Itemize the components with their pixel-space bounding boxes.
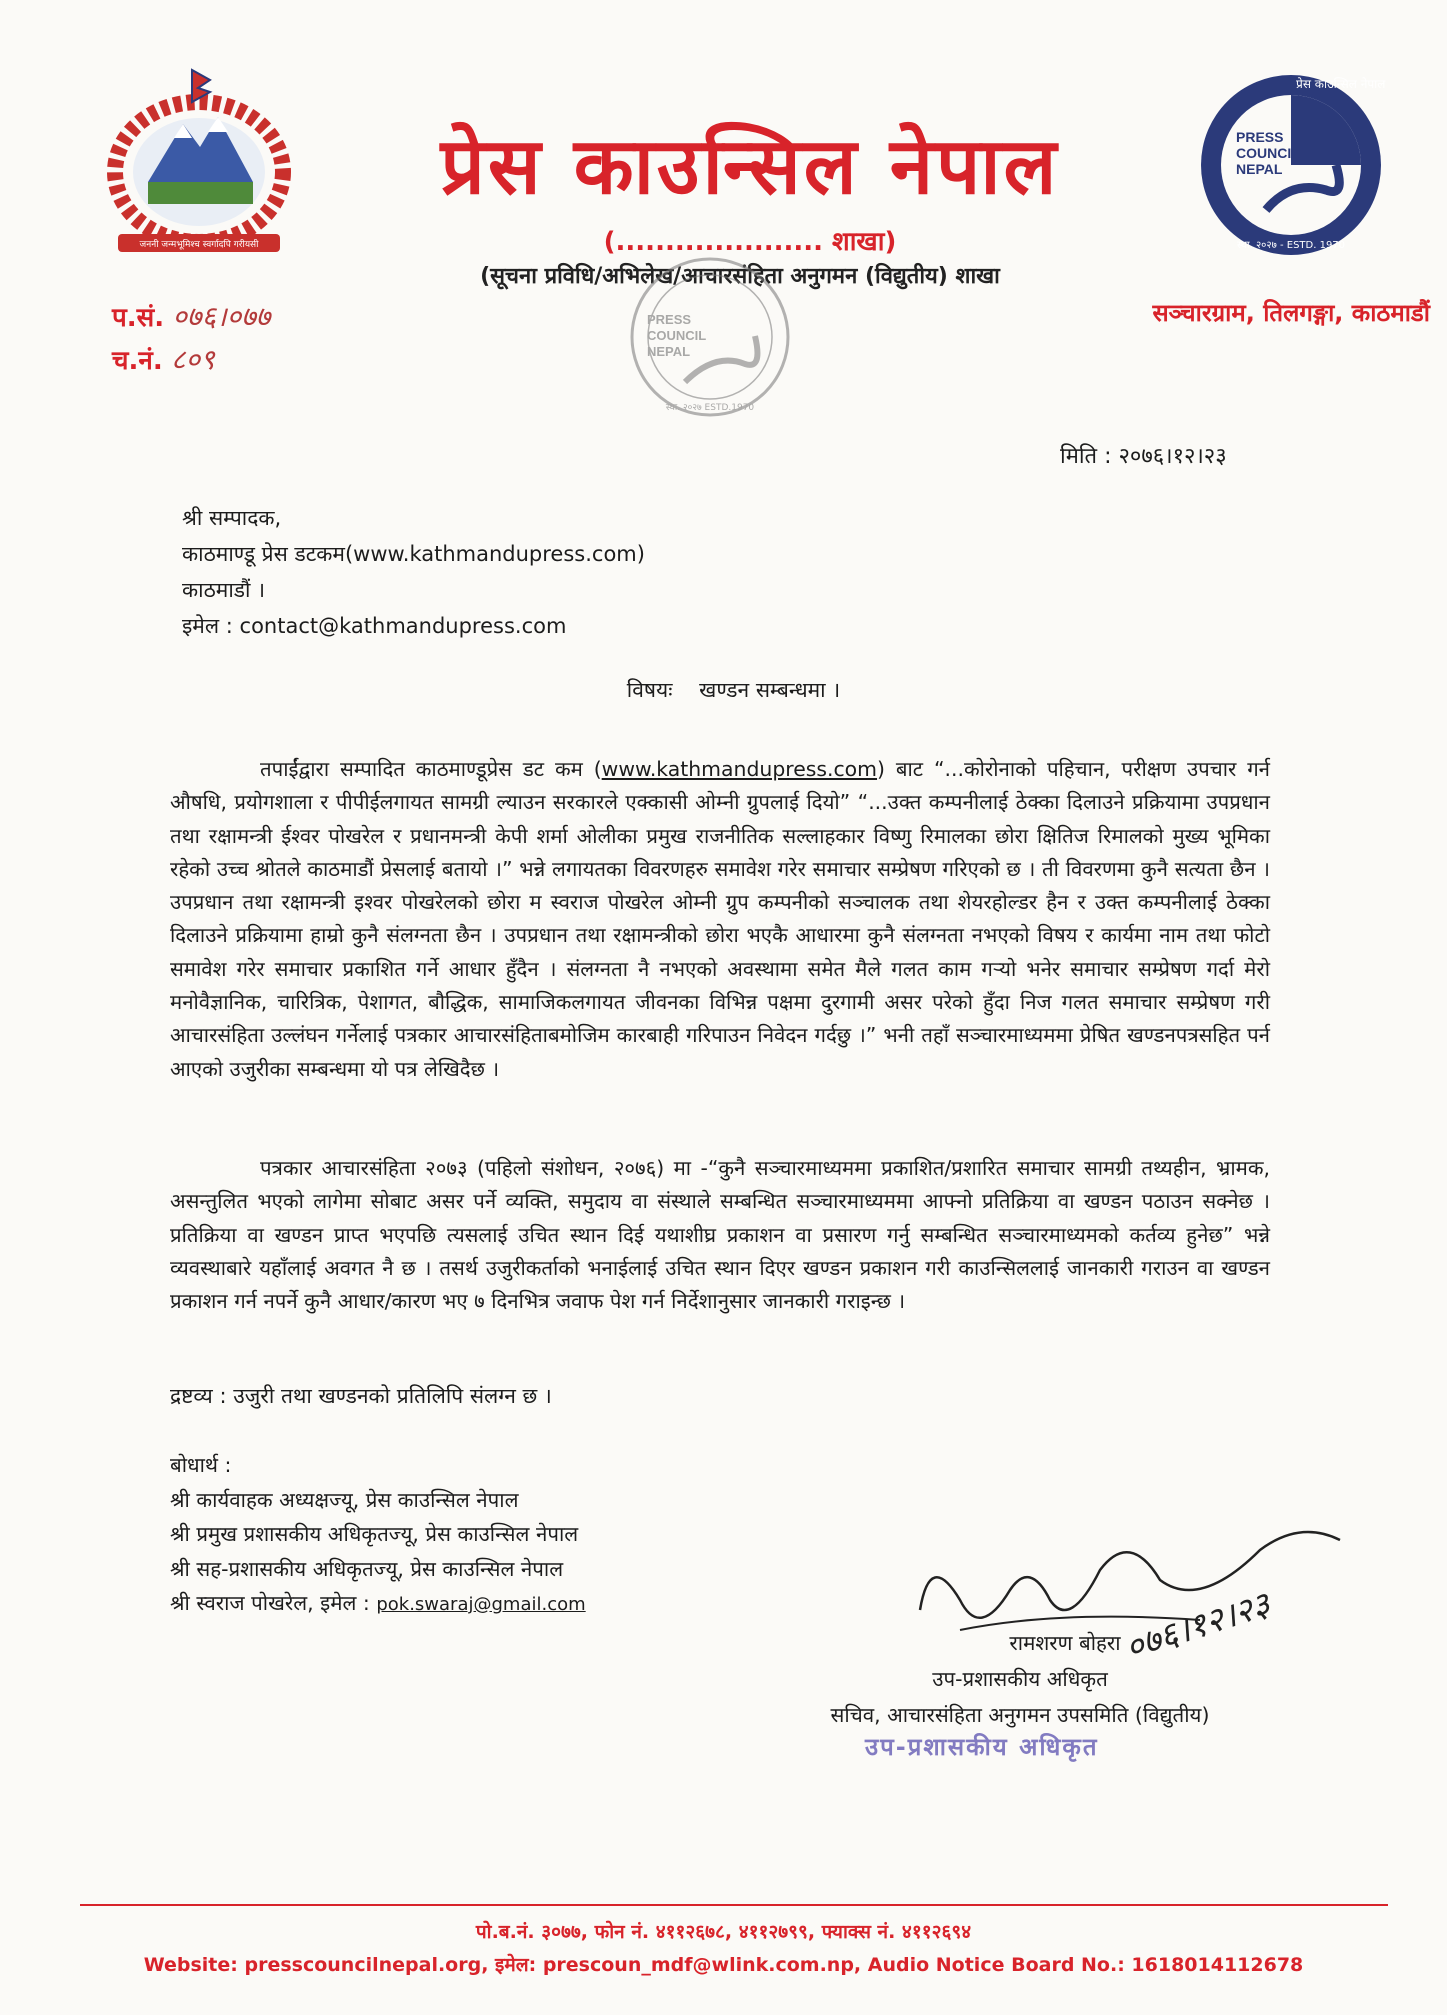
recipient-line: इमेल : contact@kathmandupress.com — [182, 614, 567, 638]
signatory-name: रामशरण बोहरा — [1009, 1631, 1121, 1655]
office-stamp-icon — [625, 252, 795, 422]
svg-text:COUNCIL: COUNCIL — [1236, 145, 1300, 161]
svg-text:PRESS: PRESS — [647, 312, 692, 327]
designation-stamp: उप-प्रशासकीय अधिकृत — [865, 1733, 1099, 1761]
svg-text:स्था. २०२७ ESTD.1970: स्था. २०२७ ESTD.1970 — [665, 403, 755, 413]
handwritten-date: ०७६।१२।२३ — [1120, 1584, 1276, 1669]
recipient-block — [182, 500, 645, 644]
kathmandupress-link[interactable]: www.kathmandupress.com — [601, 757, 878, 781]
footer-contact: पो.ब.नं. ३०७७, फोन नं. ४११२६७८, ४११२७९९, फ्याक्स नं. ४११२६९४ — [475, 1921, 972, 1943]
signatory-role: सचिव, आचारसंहिता अनुगमन उपसमिति (विद्युतीय) — [830, 1703, 1210, 1727]
swaraj-email-link[interactable]: pok.swaraj@gmail.com — [376, 1594, 586, 1615]
svg-text:PRESS: PRESS — [1236, 129, 1284, 145]
footer-web: Website: presscouncilnepal.org, इमेल: prescoun_mdf@wlink.com.np, Audio Notice Board No.: 1618014112678 — [143, 1954, 1304, 1976]
signature-block — [760, 1625, 1280, 1733]
cc-line: श्री सह-प्रशासकीय अधिकृतज्यू, प्रेस काउन्सिल नेपाल — [170, 1556, 564, 1581]
reference-block — [112, 296, 270, 382]
emblem-motto: जननी जन्मभूमिश्च स्वर्गादपि गरीयसी — [139, 240, 259, 250]
ps-value: ०७६।०७७ — [172, 300, 271, 333]
cc-line: श्री कार्यवाहक अध्यक्षज्यू, प्रेस काउन्सिल नेपाल — [170, 1487, 519, 1512]
cc-line: श्री स्वराज पोखरेल, इमेल : pok.swaraj@gmail.com — [170, 1591, 586, 1615]
org-address: सञ्चारग्राम, तिलगङ्गा, काठमाडौं — [1152, 299, 1430, 327]
attachment-note: द्रष्टव्य : उजुरी तथा खण्डनको प्रतिलिपि संलग्न छ । — [170, 1384, 552, 1408]
recipient-line: काठमाडौं । — [182, 578, 266, 602]
cn-label: च.नं. — [112, 346, 163, 376]
svg-text:स्था. २०२७ - ESTD. 1970: स्था. २०२७ - ESTD. 1970 — [1236, 240, 1346, 251]
press-council-logo-icon — [1196, 70, 1386, 260]
svg-text:NEPAL: NEPAL — [647, 344, 691, 359]
org-title: प्रेस काउन्सिल नेपाल — [440, 122, 1060, 212]
cn-value: ८०९ — [170, 343, 215, 376]
shakha-line: (..................... शाखा) — [603, 227, 897, 257]
svg-text:COUNCIL: COUNCIL — [647, 328, 707, 343]
ps-label: प.सं. — [112, 303, 165, 333]
recipient-line: श्री सम्पादक, — [182, 506, 282, 530]
svg-text:NEPAL: NEPAL — [1236, 161, 1283, 177]
cc-block — [170, 1448, 586, 1623]
subject-text: खण्डन सम्बन्धमा । — [699, 678, 841, 702]
nepal-emblem-icon — [88, 62, 310, 262]
footer-divider — [80, 1904, 1388, 1906]
department-line: (सूचना प्रविधि/अभिलेख/आचारसंहिता अनुगमन (विद्युतीय) शाखा — [480, 264, 1000, 289]
subject-label: विषयः — [626, 678, 673, 702]
body-paragraph-2: पत्रकार आचारसंहिता २०७३ (पहिलो संशोधन, २०७६) मा -“कुनै सञ्चारमाध्यममा प्रकाशित/प्रशारित समाचार सामग्री तथ्यहीन, भ्रामक, असन्तुलित भएको लागेमा सोबाट असर पर्ने व्यक्ति, समुदाय वा संस्थाले सम्बन्धित सञ्चारमाध्यममा आफ्नो प्रतिक्रिया वा खण्डन पठाउन सक्नेछ । प्रतिक्रिया वा खण्डन प्राप्त भएपछि त्यसलाई उचित स्थान दिई यथाशीघ्र प्रकाशन वा प्रसारण गर्नु सम्बन्धित सञ्चारमाध्यमको कर्तव्य हुनेछ” भन्ने व्यवस्थाबारे यहाँलाई अवगत नै छ । तसर्थ उजुरीकर्ताको भनाईलाई उचित स्थान दिएर खण्डन प्रकाशन गरी काउन्सिललाई जानकारी गराउन वा खण्डन प्रकाशन गर्न नपर्ने कुनै आधार/कारण भए ७ दिनभित्र जवाफ पेश गर्न निर्देशानुसार जानकारी गराइन्छ । — [170, 1156, 1270, 1314]
cc-line: श्री प्रमुख प्रशासकीय अधिकृतज्यू, प्रेस काउन्सिल नेपाल — [170, 1522, 579, 1546]
letter-date: मिति : २०७६।१२।२३ — [1060, 444, 1227, 469]
body-paragraph-1: तपाईंद्वारा सम्पादित काठमाण्डूप्रेस डट कम (www.kathmandupress.com) बाट “...कोरोनाको पहिचान, परीक्षण उपचार गर्न औषधि, प्रयोगशाला र पीपीईलगायत सामग्री ल्याउन सरकारले एक्कासी ओम्नी ग्रुपलाई दियो” “...उक्त कम्पनीलाई ठेक्का दिलाउने प्रक्रियामा उपप्रधान तथा रक्षामन्त्री ईश्वर पोखरेल र प्रधानमन्त्री केपी शर्मा ओलीका प्रमुख राजनीतिक सल्लाहकार विष्णु रिमालका छोरा क्षितिज रिमालको मुख्य भूमिका रहेको उच्च श्रोतले काठमाडौं प्रेसलाई बतायो ।” भन्ने लगायतका विवरणहरु समावेश गरेर समाचार सम्प्रेषण गरिएको छ । ती विवरणमा कुनै सत्यता छैन । उपप्रधान तथा रक्षामन्त्री इश्वर पोखरेलको छोरा म स्वराज पोखरेल ओम्नी ग्रुप कम्पनीको सञ्चालक तथा शेयरहोल्डर हैन र उक्त कम्पनीलाई ठेक्का दिलाउने प्रक्रियामा हाम्रो कुनै संलग्नता छैन । उपप्रधान तथा रक्षामन्त्रीको छोरा भएकै आधारमा कुनै संलग्नता नभएको विषय र कार्यमा नाम तथा फोटो समावेश गरेर समाचार प्रकाशित गर्ने आधार हुँदैन । संलग्नता नै नभएको अवस्थामा समेत मैले गलत काम गऱ्यो भनेर समाचार सम्प्रेषण गर्दा मेरो मनोवैज्ञानिक, चारित्रिक, पेशागत, बौद्धिक, सामाजिकलगायत जीवनका विभिन्न पक्षमा दुरगामी असर परेको हुँदा निज गलत समाचार सम्प्रेषण गरी आचारसंहिता उल्लंघन गर्नेलाई पत्रकार आचारसंहिताबमोजिम कारबाही गरिपाउन निवेदन गर्दछु ।” भनी तहाँ सञ्चारमाध्यममा प्रेषित खण्डनपत्रसहित पर्न आएको उजुरीका सम्बन्धमा यो पत्र लेखिदैछ । — [170, 757, 1271, 1081]
logo-arc-text: प्रेस काउन्सिल नेपाल — [1296, 77, 1386, 91]
cc-title: बोधार्थ : — [170, 1453, 232, 1477]
signatory-title: उप-प्रशासकीय अधिकृत — [932, 1667, 1108, 1691]
subject-line — [0, 676, 1447, 704]
recipient-line: काठमाण्डू प्रेस डटकम(www.kathmandupress.com) — [182, 542, 645, 566]
